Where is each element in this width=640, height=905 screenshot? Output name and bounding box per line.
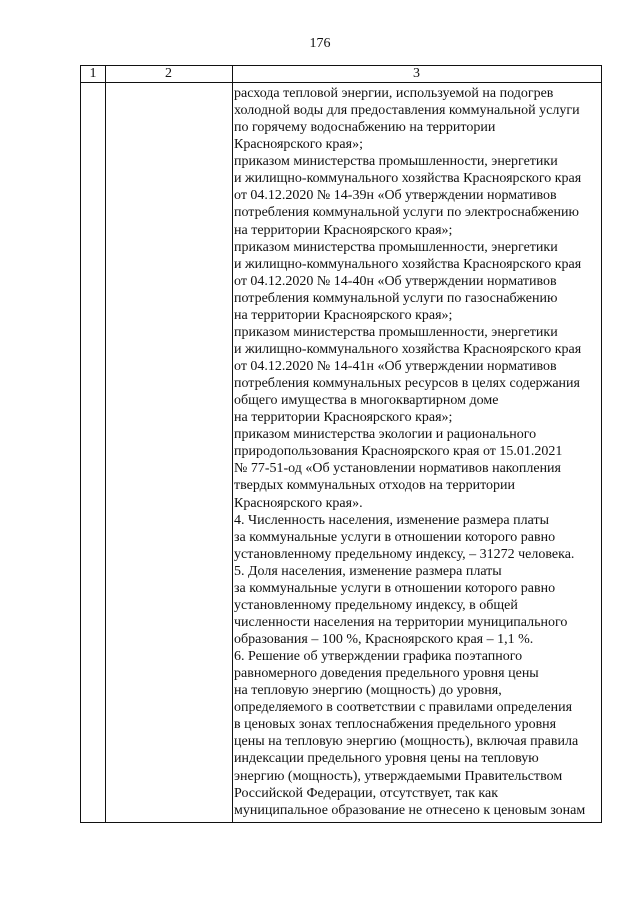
- header-col-3: 3: [413, 66, 420, 81]
- page-number: 176: [309, 36, 331, 51]
- text-line: за коммунальные услуги в отношении которого равно: [234, 529, 556, 545]
- text-line: природопользования Красноярского края от 15.01.2021: [234, 444, 563, 460]
- text-line: расхода тепловой энергии, используемой на подогрев: [234, 86, 554, 101]
- text-line: твердых коммунальных отходов на территории: [234, 478, 516, 494]
- text-line: приказом министерства экологии и рационального: [234, 427, 537, 443]
- text-line: установленному предельному индексу, – 31272 человека.: [234, 546, 575, 562]
- text-line: и жилищно-коммунального хозяйства Красноярского края: [234, 256, 582, 272]
- text-line: 5. Доля населения, изменение размера платы: [234, 563, 502, 579]
- text-line: холодной воды для предоставления коммунальной услуги: [234, 103, 580, 119]
- text-line: установленному предельному индексу, в общей: [234, 597, 518, 613]
- column-divider-1: [105, 66, 106, 822]
- text-line: численности населения на территории муниципального: [234, 614, 568, 630]
- header-col-1: 1: [89, 66, 97, 81]
- text-line: и жилищно-коммунального хозяйства Красноярского края: [234, 341, 582, 357]
- text-line: по горячему водоснабжению на территории: [234, 120, 496, 136]
- text-line: на тепловую энергию (мощность) до уровня,: [234, 683, 502, 699]
- text-line: цены на тепловую энергию (мощность), включая правила: [234, 734, 579, 750]
- text-line: приказом министерства промышленности, энергетики: [234, 324, 558, 340]
- text-line: от 04.12.2020 № 14-41н «Об утверждении нормативов: [234, 359, 557, 374]
- text-line: образования – 100 %, Красноярского края – 1,1 %.: [234, 632, 534, 647]
- text-line: муниципальное образование не отнесено к ценовым зонам: [234, 802, 586, 818]
- text-line: равномерного доведения предельного уровня цены: [234, 666, 539, 682]
- text-line: Российской Федерации, отсутствует, так как: [234, 785, 499, 801]
- text-line: за коммунальные услуги в отношении которого равно: [234, 580, 556, 596]
- text-line: № 77-51-од «Об установлении нормативов накопления: [234, 461, 561, 477]
- text-line: на территории Красноярского края»;: [234, 410, 453, 426]
- text-line: индексации предельного уровня цены на тепловую: [234, 751, 539, 767]
- text-line: Красноярского края»;: [234, 137, 363, 153]
- text-line: общего имущества в многоквартирном доме: [234, 393, 499, 409]
- document-table: [80, 65, 602, 823]
- text-line: потребления коммунальной услуги по электроснабжению: [234, 205, 579, 221]
- column-3-text: [234, 85, 599, 819]
- table-header-row: [81, 66, 601, 83]
- text-line: на территории Красноярского края»;: [234, 307, 453, 323]
- text-line: приказом министерства промышленности, энергетики: [234, 239, 558, 255]
- text-line: приказом министерства промышленности, энергетики: [234, 154, 558, 170]
- text-line: 4. Численность населения, изменение размера платы: [234, 512, 549, 528]
- text-line: на территории Красноярского края»;: [234, 222, 453, 238]
- column-divider-2: [232, 66, 233, 822]
- text-line: в ценовых зонах теплоснабжения предельного уровня: [234, 717, 557, 733]
- text-line: Красноярского края».: [234, 495, 363, 511]
- text-line: потребления коммунальных ресурсов в целях содержания: [234, 376, 580, 392]
- text-line: от 04.12.2020 № 14-40н «Об утверждении нормативов: [234, 273, 557, 289]
- text-line: и жилищно-коммунального хозяйства Красноярского края: [234, 171, 582, 187]
- text-line: определяемого в соответствии с правилами определения: [234, 700, 573, 716]
- text-line: от 04.12.2020 № 14-39н «Об утверждении нормативов: [234, 188, 557, 204]
- header-col-2: 2: [165, 66, 172, 81]
- text-line: 6. Решение об утверждении графика поэтапного: [234, 649, 523, 665]
- text-line: энергию (мощность), утверждаемыми Правительством: [234, 768, 563, 784]
- text-line: потребления коммунальной услуги по газоснабжению: [234, 290, 558, 306]
